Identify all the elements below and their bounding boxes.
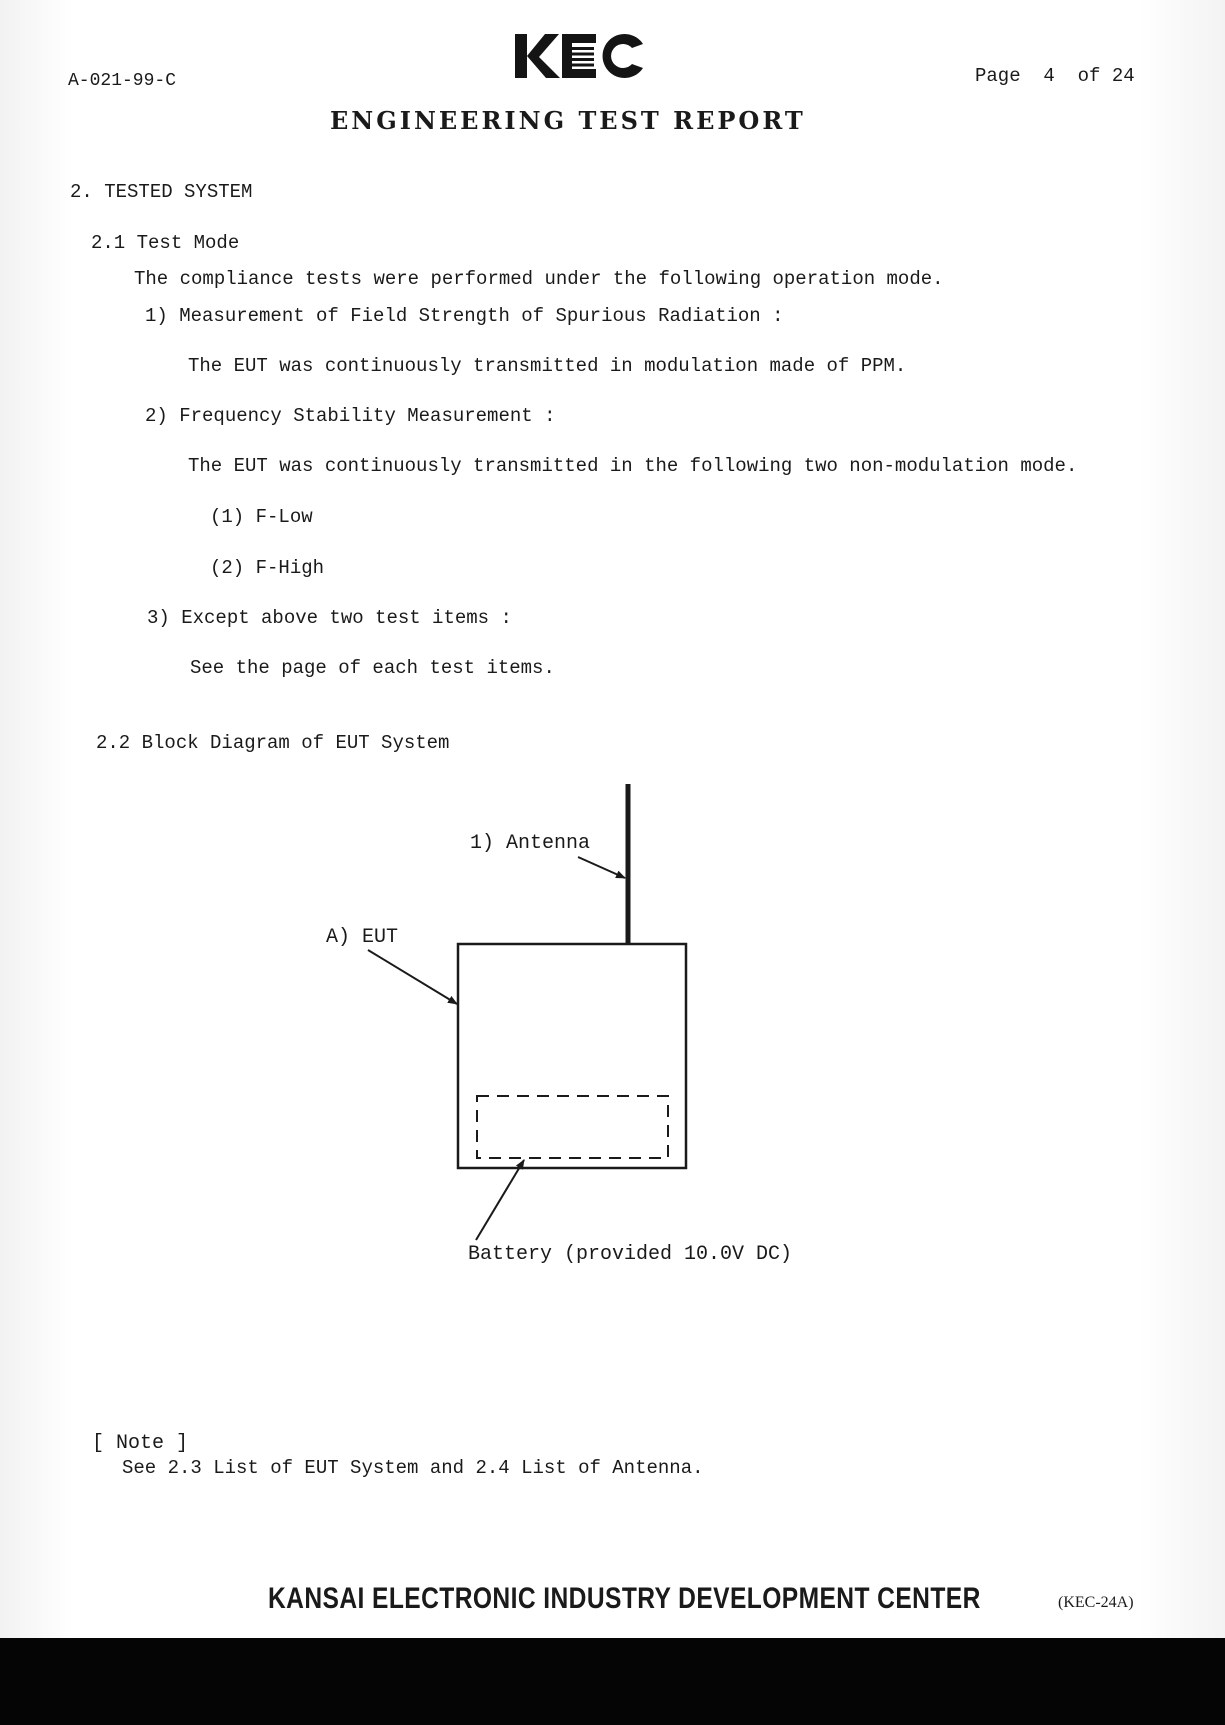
frequency-f-high: (2) F-High <box>210 557 325 579</box>
test-item-3-detail: See the page of each test items. <box>190 657 555 679</box>
battery-compartment <box>477 1096 668 1158</box>
subsection-heading-test-mode: 2.1 Test Mode <box>91 232 240 254</box>
page-number: Page 4 of 24 <box>975 65 1135 87</box>
test-item-1-detail: The EUT was continuously transmitted in modulation made of PPM. <box>188 355 907 377</box>
battery-label: Battery (provided 10.0V DC) <box>468 1243 793 1266</box>
test-item-1-label: 1) Measurement of Field Strength of Spurious Radiation : <box>145 305 784 327</box>
note-heading: [ Note ] <box>92 1432 189 1455</box>
section-heading: 2. TESTED SYSTEM <box>70 181 253 203</box>
test-item-2-label: 2) Frequency Stability Measurement : <box>145 405 556 427</box>
test-item-3-label: 3) Except above two test items : <box>147 607 512 629</box>
document-id: A-021-99-C <box>68 71 177 91</box>
antenna-label: 1) Antenna <box>470 832 591 855</box>
eut-label: A) EUT <box>326 926 399 949</box>
antenna-arrow <box>578 857 625 878</box>
report-title: ENGINEERING TEST REPORT <box>330 106 806 135</box>
test-item-2-detail: The EUT was continuously transmitted in the following two non-modulation mode. <box>188 455 1078 477</box>
organization-name: KANSAI ELECTRONIC INDUSTRY DEVELOPMENT CENTER <box>268 1582 981 1615</box>
note-text: See 2.3 List of EUT System and 2.4 List of Antenna. <box>122 1457 704 1479</box>
eut-box <box>458 944 686 1168</box>
battery-arrow <box>476 1160 524 1240</box>
frequency-f-low: (1) F-Low <box>210 506 313 528</box>
subsection-heading-block-diagram: 2.2 Block Diagram of EUT System <box>96 732 450 754</box>
scan-border <box>0 1638 1225 1725</box>
eut-arrow <box>368 950 457 1004</box>
test-mode-intro: The compliance tests were performed under the following operation mode. <box>134 268 944 290</box>
form-code: (KEC-24A) <box>1058 1594 1134 1611</box>
